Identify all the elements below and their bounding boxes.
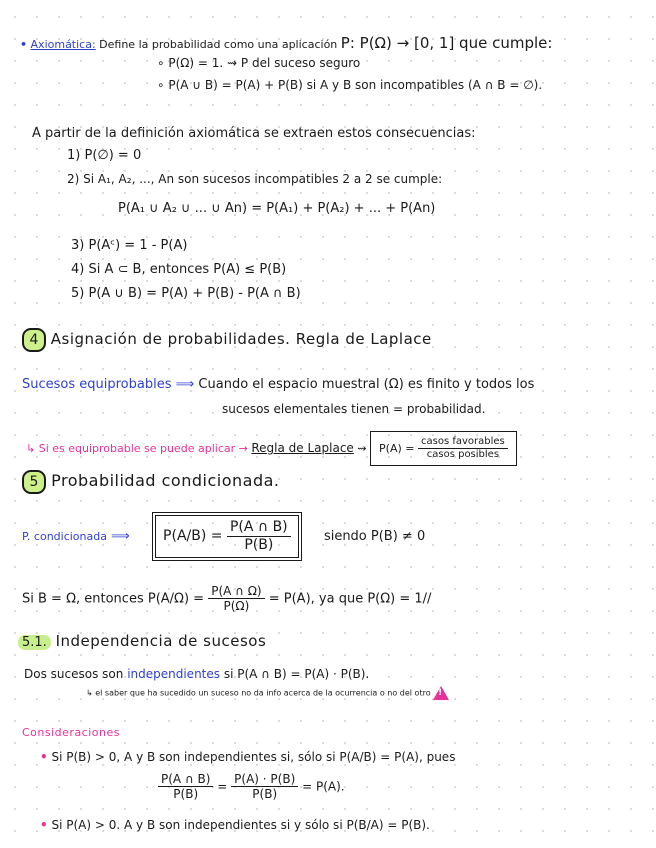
laplace-formula-box (370, 431, 517, 466)
laplace-line (26, 431, 517, 466)
condicionada-lhs: P(A/B) = (163, 527, 223, 544)
consecuencia-3: 3) P(Aᶜ) = 1 - P(A) (71, 238, 188, 253)
omega-fraction (208, 584, 264, 614)
axiomatica-define: Define la probabilidad como una aplicación (99, 38, 338, 51)
bullet: • (20, 38, 28, 51)
axiom-1: ∘ P(Ω) = 1. ⇝ P del suceso seguro (157, 56, 361, 70)
def-term: independientes (127, 667, 221, 681)
equiprobables-line (22, 377, 534, 393)
section-5-heading (22, 470, 279, 494)
c1-den-1: P(B) (173, 787, 199, 802)
section-51-number: 5.1. (18, 635, 51, 650)
axiom-2: ∘ P(A ∪ B) = P(A) + P(B) si A y B son incompatibles (A ∩ B = ∅). (157, 78, 543, 92)
omega-line (22, 584, 431, 614)
consideracion-2-text: Si P(A) > 0. A y B son independientes si y sólo si P(B/A) = P(B). (51, 818, 430, 832)
section-51-title: Independencia de sucesos (55, 632, 267, 650)
c1-fraction-2 (231, 772, 298, 802)
independencia-definition (24, 667, 369, 681)
axiom-1-text: P(Ω) = 1. ⇝ P del suceso seguro (168, 56, 361, 70)
condicionada-denominator: P(B) (244, 536, 274, 553)
laplace-fraction (418, 436, 508, 461)
equiprobables-text-1: Cuando el espacio muestral (Ω) es finito y todos los (198, 377, 535, 392)
section-51-heading (18, 632, 266, 651)
section-5-number: 5 (22, 470, 46, 494)
condicionada-fraction (227, 519, 291, 554)
equiprobables-term: Sucesos equiprobables (22, 377, 172, 392)
independencia-explain-line (86, 686, 449, 700)
condicionada-line (22, 512, 425, 561)
consecuencia-5: 5) P(A ∪ B) = P(A) + P(B) - P(A ∩ B) (71, 286, 301, 301)
consideracion-2 (40, 818, 430, 832)
consecuencia-4: 4) Si A ⊂ B, entonces P(A) ≤ P(B) (71, 262, 287, 277)
laplace-denominator: casos posibles (426, 449, 500, 460)
condicionada-numerator: P(A ∩ B) (227, 519, 291, 537)
c1-den-2: P(B) (252, 787, 278, 802)
axiomatica-map: P: P(Ω) → [0, 1] que cumple: (340, 34, 553, 52)
def-post: si P(A ∩ B) = P(A) · P(B). (223, 667, 370, 681)
bullet: • (40, 818, 48, 832)
axiomatica-term: Axiomática: (30, 38, 96, 51)
c1-eq-2: = P(A). (302, 779, 345, 794)
consecuencias-intro: A partir de la definición axiomática se extraen estos consecuencias: (32, 126, 476, 141)
omega-pre: Si B = Ω, entonces P(A/Ω) = (22, 591, 205, 607)
condicionada-formula-box (152, 512, 302, 561)
consideracion-1-formula (158, 772, 345, 802)
warning-triangle-icon: ! (433, 686, 449, 700)
c1-eq-1: = (217, 779, 228, 794)
consecuencia-2: 2) Si A₁, A₂, ..., An son sucesos incompatibles 2 a 2 se cumple: (67, 172, 443, 186)
laplace-arrow: ⇝ (357, 441, 367, 455)
equiprobables-text-2: sucesos elementales tienen = probabilidad. (222, 402, 486, 416)
axiomatica-line (20, 34, 552, 52)
independencia-explain: ↳ el saber que ha sucedido un suceso no da info acerca de la ocurrencia o no del otro (86, 688, 431, 698)
section-4-title: Asignación de probabilidades. Regla de Laplace (50, 330, 432, 348)
omega-post: = P(A), ya que P(Ω) = 1// (268, 591, 432, 607)
equiprobables-arrow: ⟹ (175, 377, 195, 392)
laplace-rule: Regla de Laplace (251, 440, 354, 455)
consecuencia-2-formula: P(A₁ ∪ A₂ ∪ ... ∪ An) = P(A₁) + P(A₂) + ... + P(An) (118, 201, 436, 216)
laplace-intro: ↳ Si es equiprobable se puede aplicar → (26, 441, 248, 455)
omega-denominator: P(Ω) (223, 599, 250, 614)
condicionada-arrow: ⟹ (111, 528, 130, 544)
def-pre: Dos sucesos son (24, 667, 124, 681)
consideracion-1-text: Si P(B) > 0, A y B son independientes si, sólo si P(A/B) = P(A), pues (51, 750, 456, 764)
laplace-lhs: P(A) = (379, 441, 415, 455)
consideraciones-title: Consideraciones (22, 726, 120, 739)
section-4-number: 4 (22, 328, 46, 352)
c1-fraction-1 (158, 772, 213, 802)
c1-num-2: P(A) · P(B) (231, 772, 298, 787)
c1-num-1: P(A ∩ B) (158, 772, 213, 787)
condicionada-term: P. condicionada (22, 529, 107, 543)
laplace-numerator: casos favorables (418, 436, 508, 449)
consideracion-1 (40, 750, 455, 764)
omega-numerator: P(A ∩ Ω) (208, 584, 264, 599)
axiom-2-text: P(A ∪ B) = P(A) + P(B) si A y B son incompatibles (A ∩ B = ∅). (168, 78, 543, 92)
consecuencia-1: 1) P(∅) = 0 (67, 148, 142, 163)
bullet: • (40, 750, 48, 764)
section-4-heading (22, 328, 432, 352)
condicionada-condition: siendo P(B) ≠ 0 (323, 528, 426, 544)
section-5-title: Probabilidad condicionada. (51, 471, 280, 490)
